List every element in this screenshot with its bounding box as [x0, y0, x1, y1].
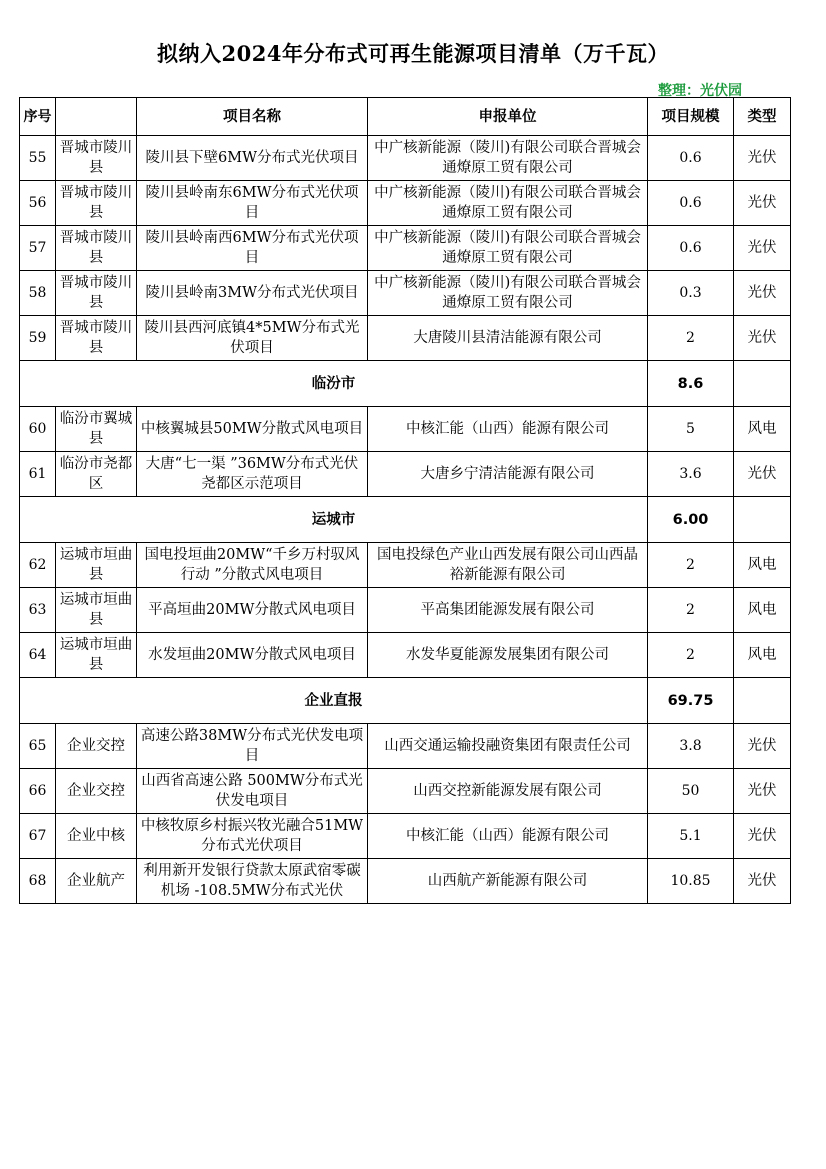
- row-index: 68: [20, 859, 56, 904]
- table-header-row: [20, 98, 791, 136]
- row-region: 运城市垣曲县: [56, 633, 137, 678]
- row-project-name: 大唐“七一渠 ”36MW分布式光伏尧都区示范项目: [137, 452, 368, 497]
- table-row: [20, 136, 791, 181]
- row-applicant: 中广核新能源（陵川)有限公司联合晋城会通燎原工贸有限公司: [368, 226, 648, 271]
- header-region: [56, 98, 137, 136]
- row-type: 光伏: [734, 136, 791, 181]
- row-applicant: 中核汇能（山西）能源有限公司: [368, 814, 648, 859]
- row-index: 59: [20, 316, 56, 361]
- row-project-name: 中核牧原乡村振兴牧光融合51MW分布式光伏项目: [137, 814, 368, 859]
- row-project-name: 高速公路38MW分布式光伏发电项目: [137, 724, 368, 769]
- table-row: [20, 724, 791, 769]
- row-type: 风电: [734, 633, 791, 678]
- row-type: 光伏: [734, 724, 791, 769]
- subtotal-label: 运城市: [20, 497, 648, 543]
- row-project-name: 陵川县岭南3MW分布式光伏项目: [137, 271, 368, 316]
- row-applicant: 山西交通运输投融资集团有限责任公司: [368, 724, 648, 769]
- row-region: 临汾市尧都区: [56, 452, 137, 497]
- row-scale: 2: [648, 588, 734, 633]
- row-project-name: 平高垣曲20MW分散式风电项目: [137, 588, 368, 633]
- subtotal-row: [20, 678, 791, 724]
- header-index: 序号: [20, 98, 56, 136]
- row-region: 企业交控: [56, 724, 137, 769]
- row-region: 晋城市陵川县: [56, 226, 137, 271]
- row-applicant: 中广核新能源（陵川)有限公司联合晋城会通燎原工贸有限公司: [368, 271, 648, 316]
- row-type: 光伏: [734, 316, 791, 361]
- row-region: 运城市垣曲县: [56, 543, 137, 588]
- row-scale: 0.6: [648, 226, 734, 271]
- table-row: [20, 859, 791, 904]
- table-row: [20, 407, 791, 452]
- subtotal-empty-cell: [734, 678, 791, 724]
- row-project-name: 陵川县岭南东6MW分布式光伏项目: [137, 181, 368, 226]
- row-region: 运城市垣曲县: [56, 588, 137, 633]
- row-scale: 0.3: [648, 271, 734, 316]
- row-index: 63: [20, 588, 56, 633]
- row-region: 企业交控: [56, 769, 137, 814]
- table-row: [20, 226, 791, 271]
- row-applicant: 山西交控新能源发展有限公司: [368, 769, 648, 814]
- row-applicant: 中核汇能（山西）能源有限公司: [368, 407, 648, 452]
- row-region: 晋城市陵川县: [56, 316, 137, 361]
- row-project-name: 陵川县西河底镇4*5MW分布式光伏项目: [137, 316, 368, 361]
- table-row: [20, 271, 791, 316]
- subtotal-value: 69.75: [648, 678, 734, 724]
- header-scale: 项目规模: [648, 98, 734, 136]
- subtotal-row: [20, 497, 791, 543]
- row-project-name: 中核翼城县50MW分散式风电项目: [137, 407, 368, 452]
- row-type: 光伏: [734, 769, 791, 814]
- row-type: 光伏: [734, 859, 791, 904]
- row-scale: 2: [648, 633, 734, 678]
- row-applicant: 山西航产新能源有限公司: [368, 859, 648, 904]
- header-project-name: 项目名称: [137, 98, 368, 136]
- row-project-name: 山西省高速公路 500MW分布式光伏发电项目: [137, 769, 368, 814]
- row-scale: 3.8: [648, 724, 734, 769]
- row-index: 64: [20, 633, 56, 678]
- table-row: [20, 452, 791, 497]
- row-index: 62: [20, 543, 56, 588]
- subtotal-empty-cell: [734, 497, 791, 543]
- row-region: 临汾市翼城县: [56, 407, 137, 452]
- row-project-name: 陵川县下壁6MW分布式光伏项目: [137, 136, 368, 181]
- row-type: 光伏: [734, 226, 791, 271]
- table-row: [20, 181, 791, 226]
- header-applicant: 申报单位: [368, 98, 648, 136]
- project-table: [19, 97, 791, 904]
- row-index: 55: [20, 136, 56, 181]
- row-scale: 2: [648, 316, 734, 361]
- row-region: 企业中核: [56, 814, 137, 859]
- subtotal-value: 8.6: [648, 361, 734, 407]
- subtotal-label: 临汾市: [20, 361, 648, 407]
- table-row: [20, 633, 791, 678]
- row-index: 66: [20, 769, 56, 814]
- row-region: 晋城市陵川县: [56, 271, 137, 316]
- row-scale: 0.6: [648, 136, 734, 181]
- row-scale: 3.6: [648, 452, 734, 497]
- row-applicant: 平高集团能源发展有限公司: [368, 588, 648, 633]
- row-type: 光伏: [734, 271, 791, 316]
- row-applicant: 中广核新能源（陵川)有限公司联合晋城会通燎原工贸有限公司: [368, 181, 648, 226]
- row-project-name: 水发垣曲20MW分散式风电项目: [137, 633, 368, 678]
- header-type: 类型: [734, 98, 791, 136]
- subtotal-row: [20, 361, 791, 407]
- row-type: 光伏: [734, 814, 791, 859]
- row-project-name: 利用新开发银行贷款太原武宿零碳机场 -108.5MW分布式光伏: [137, 859, 368, 904]
- credit-note: 整理：光伏园: [658, 83, 742, 99]
- row-index: 67: [20, 814, 56, 859]
- row-applicant: 大唐陵川县清洁能源有限公司: [368, 316, 648, 361]
- row-index: 61: [20, 452, 56, 497]
- row-type: 光伏: [734, 181, 791, 226]
- row-applicant: 大唐乡宁清洁能源有限公司: [368, 452, 648, 497]
- row-index: 56: [20, 181, 56, 226]
- table-row: [20, 316, 791, 361]
- subtotal-label: 企业直报: [20, 678, 648, 724]
- row-applicant: 国电投绿色产业山西发展有限公司山西晶裕新能源有限公司: [368, 543, 648, 588]
- row-scale: 2: [648, 543, 734, 588]
- row-index: 58: [20, 271, 56, 316]
- row-region: 晋城市陵川县: [56, 136, 137, 181]
- row-index: 65: [20, 724, 56, 769]
- row-scale: 0.6: [648, 181, 734, 226]
- row-region: 企业航产: [56, 859, 137, 904]
- subtotal-value: 6.00: [648, 497, 734, 543]
- page-title: 拟纳入2024年分布式可再生能源项目清单（万千瓦）: [157, 41, 669, 66]
- row-scale: 5.1: [648, 814, 734, 859]
- row-index: 60: [20, 407, 56, 452]
- row-type: 光伏: [734, 452, 791, 497]
- row-scale: 5: [648, 407, 734, 452]
- row-scale: 50: [648, 769, 734, 814]
- row-scale: 10.85: [648, 859, 734, 904]
- row-region: 晋城市陵川县: [56, 181, 137, 226]
- row-type: 风电: [734, 588, 791, 633]
- row-type: 风电: [734, 543, 791, 588]
- table-row: [20, 543, 791, 588]
- table-row: [20, 588, 791, 633]
- row-type: 风电: [734, 407, 791, 452]
- row-project-name: 陵川县岭南西6MW分布式光伏项目: [137, 226, 368, 271]
- row-project-name: 国电投垣曲20MW“千乡万村驭风行动 ”分散式风电项目: [137, 543, 368, 588]
- row-applicant: 中广核新能源（陵川)有限公司联合晋城会通燎原工贸有限公司: [368, 136, 648, 181]
- table-row: [20, 814, 791, 859]
- table-row: [20, 769, 791, 814]
- subtotal-empty-cell: [734, 361, 791, 407]
- row-applicant: 水发华夏能源发展集团有限公司: [368, 633, 648, 678]
- row-index: 57: [20, 226, 56, 271]
